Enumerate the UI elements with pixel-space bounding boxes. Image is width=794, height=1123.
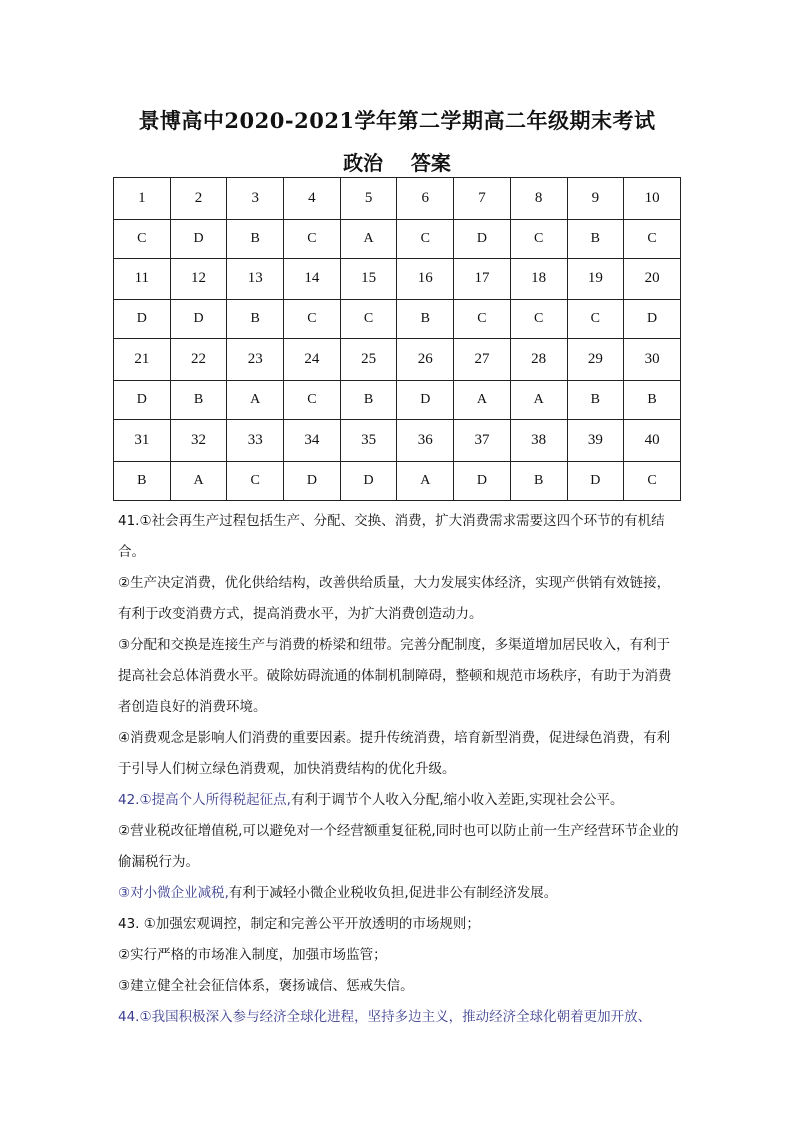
- answer-cell: D: [454, 219, 511, 258]
- q42-point-3: ③对小微企业减税,: [118, 885, 229, 901]
- question-number-cell: 25: [340, 339, 397, 381]
- question-number-cell: 37: [454, 420, 511, 462]
- question-number-cell: 24: [284, 339, 341, 381]
- question-number-row: [114, 339, 681, 381]
- question-number-row: [114, 258, 681, 300]
- question-number-cell: 14: [284, 258, 341, 300]
- answer-cell: C: [340, 300, 397, 339]
- answer-cell: A: [227, 380, 284, 419]
- answer-cell: C: [114, 219, 171, 258]
- question-number-cell: 3: [227, 178, 284, 220]
- question-number-cell: 9: [567, 178, 624, 220]
- answer-cell: D: [624, 300, 681, 339]
- answer-cell: A: [454, 380, 511, 419]
- answer-cell: C: [284, 300, 341, 339]
- question-number-cell: 20: [624, 258, 681, 300]
- question-number-cell: 11: [114, 258, 171, 300]
- q42-para-2: ②营业税改征增值税,可以避免对一个经营额重复征税,同时也可以防止前一生产经营环节企业的偷漏税行为。: [118, 823, 679, 870]
- answer-cell: D: [170, 219, 227, 258]
- answer-cell: A: [340, 219, 397, 258]
- q41-para-4: ④消费观念是影响人们消费的重要因素。提升传统消费，培育新型消费，促进绿色消费，有利于引导人们树立绿色消费观，加快消费结构的优化升级。: [118, 730, 671, 777]
- question-number-cell: 39: [567, 420, 624, 462]
- q43-para-1: 43. ①加强宏观调控，制定和完善公平开放透明的市场规则；: [118, 916, 480, 932]
- q41-para-3: ③分配和交换是连接生产与消费的桥梁和纽带。完善分配制度，多渠道增加居民收入，有利于提高社会总体消费水平。破除妨碍流通的体制机制障碍，整顿和规范市场秩序，有助于为消费者创造良好的消费环境。: [118, 637, 672, 715]
- question-number-cell: 23: [227, 339, 284, 381]
- answer-row: [114, 380, 681, 419]
- answer-cell: B: [624, 380, 681, 419]
- answer-cell: C: [284, 219, 341, 258]
- question-number-cell: 21: [114, 339, 171, 381]
- question-number-cell: 18: [510, 258, 567, 300]
- answer-cell: D: [397, 380, 454, 419]
- answer-cell: D: [284, 461, 341, 500]
- answer-cell: B: [510, 461, 567, 500]
- answer-cell: C: [567, 300, 624, 339]
- answer-row: [114, 461, 681, 500]
- question-number-row: [114, 420, 681, 462]
- question-number-row: [114, 178, 681, 220]
- answer-cell: D: [114, 380, 171, 419]
- question-number-cell: 33: [227, 420, 284, 462]
- question-number-cell: 2: [170, 178, 227, 220]
- answer-cell: C: [624, 219, 681, 258]
- question-number-cell: 36: [397, 420, 454, 462]
- answer-cell: C: [284, 380, 341, 419]
- answer-cell: B: [227, 219, 284, 258]
- question-number-cell: 6: [397, 178, 454, 220]
- question-number-cell: 35: [340, 420, 397, 462]
- answer-cell: D: [454, 461, 511, 500]
- question-number-cell: 40: [624, 420, 681, 462]
- question-number-cell: 32: [170, 420, 227, 462]
- answer-row: [114, 300, 681, 339]
- question-number-cell: 8: [510, 178, 567, 220]
- question-number-cell: 31: [114, 420, 171, 462]
- question-number-cell: 10: [624, 178, 681, 220]
- answer-cell: C: [454, 300, 511, 339]
- q43-para-3: ③建立健全社会征信体系，褒扬诚信、惩戒失信。: [118, 978, 414, 994]
- answer-cell: C: [397, 219, 454, 258]
- answer-cell: C: [510, 300, 567, 339]
- question-number-cell: 5: [340, 178, 397, 220]
- answer-cell: C: [510, 219, 567, 258]
- question-number-cell: 29: [567, 339, 624, 381]
- answer-cell: A: [170, 461, 227, 500]
- answer-row: [114, 219, 681, 258]
- question-number-cell: 4: [284, 178, 341, 220]
- answer-cell: A: [397, 461, 454, 500]
- q42-para-1: [118, 785, 683, 816]
- question-number-cell: 22: [170, 339, 227, 381]
- question-number-cell: 13: [227, 258, 284, 300]
- question-number-cell: 17: [454, 258, 511, 300]
- question-number-cell: 38: [510, 420, 567, 462]
- answer-cell: A: [510, 380, 567, 419]
- answer-cell: D: [567, 461, 624, 500]
- q42-point-1: 42.①提高个人所得税起征点,: [118, 792, 291, 808]
- q41-para-1: 41.①社会再生产过程包括生产、分配、交换、消费，扩大消费需求需要这四个环节的有机结合。: [118, 513, 665, 560]
- question-number-cell: 26: [397, 339, 454, 381]
- answer-cell: B: [227, 300, 284, 339]
- answer-cell: D: [340, 461, 397, 500]
- question-number-cell: 19: [567, 258, 624, 300]
- question-number-cell: 16: [397, 258, 454, 300]
- q42-para-3: [118, 878, 683, 909]
- answer-cell: B: [170, 380, 227, 419]
- question-number-cell: 28: [510, 339, 567, 381]
- answer-cell: B: [340, 380, 397, 419]
- q44-para-1: 44.①我国积极深入参与经济全球化进程，坚持多边主义，推动经济全球化朝着更加开放、: [118, 1009, 652, 1025]
- q41-para-2: ②生产决定消费，优化供给结构，改善供给质量，大力发展实体经济，实现产供销有效链接，有利于改变消费方式，提高消费水平，为扩大消费创造动力。: [118, 575, 671, 622]
- question-number-cell: 12: [170, 258, 227, 300]
- answer-cell: D: [170, 300, 227, 339]
- answer-cell: C: [624, 461, 681, 500]
- document-subtitle: 政治 答案: [343, 151, 451, 175]
- answer-cell: D: [114, 300, 171, 339]
- question-number-cell: 15: [340, 258, 397, 300]
- question-number-cell: 27: [454, 339, 511, 381]
- answer-cell: B: [397, 300, 454, 339]
- q42-point-3-rest: 有利于减轻小微企业税收负担,促进非公有制经济发展。: [228, 885, 558, 901]
- q43-para-2: ②实行严格的市场准入制度，加强市场监管；: [118, 947, 387, 963]
- question-number-cell: 7: [454, 178, 511, 220]
- document-title: 景博高中2020-2021学年第二学期高二年级期末考试: [138, 108, 656, 133]
- answer-cell: B: [114, 461, 171, 500]
- answer-cell: B: [567, 380, 624, 419]
- answer-cell: B: [567, 219, 624, 258]
- question-number-cell: 30: [624, 339, 681, 381]
- answer-body: [118, 506, 683, 1033]
- answer-cell: C: [227, 461, 284, 500]
- question-number-cell: 34: [284, 420, 341, 462]
- question-number-cell: 1: [114, 178, 171, 220]
- answer-table: [113, 177, 681, 501]
- q42-point-1-rest: 有利于调节个人收入分配,缩小收入差距,实现社会公平。: [290, 792, 624, 808]
